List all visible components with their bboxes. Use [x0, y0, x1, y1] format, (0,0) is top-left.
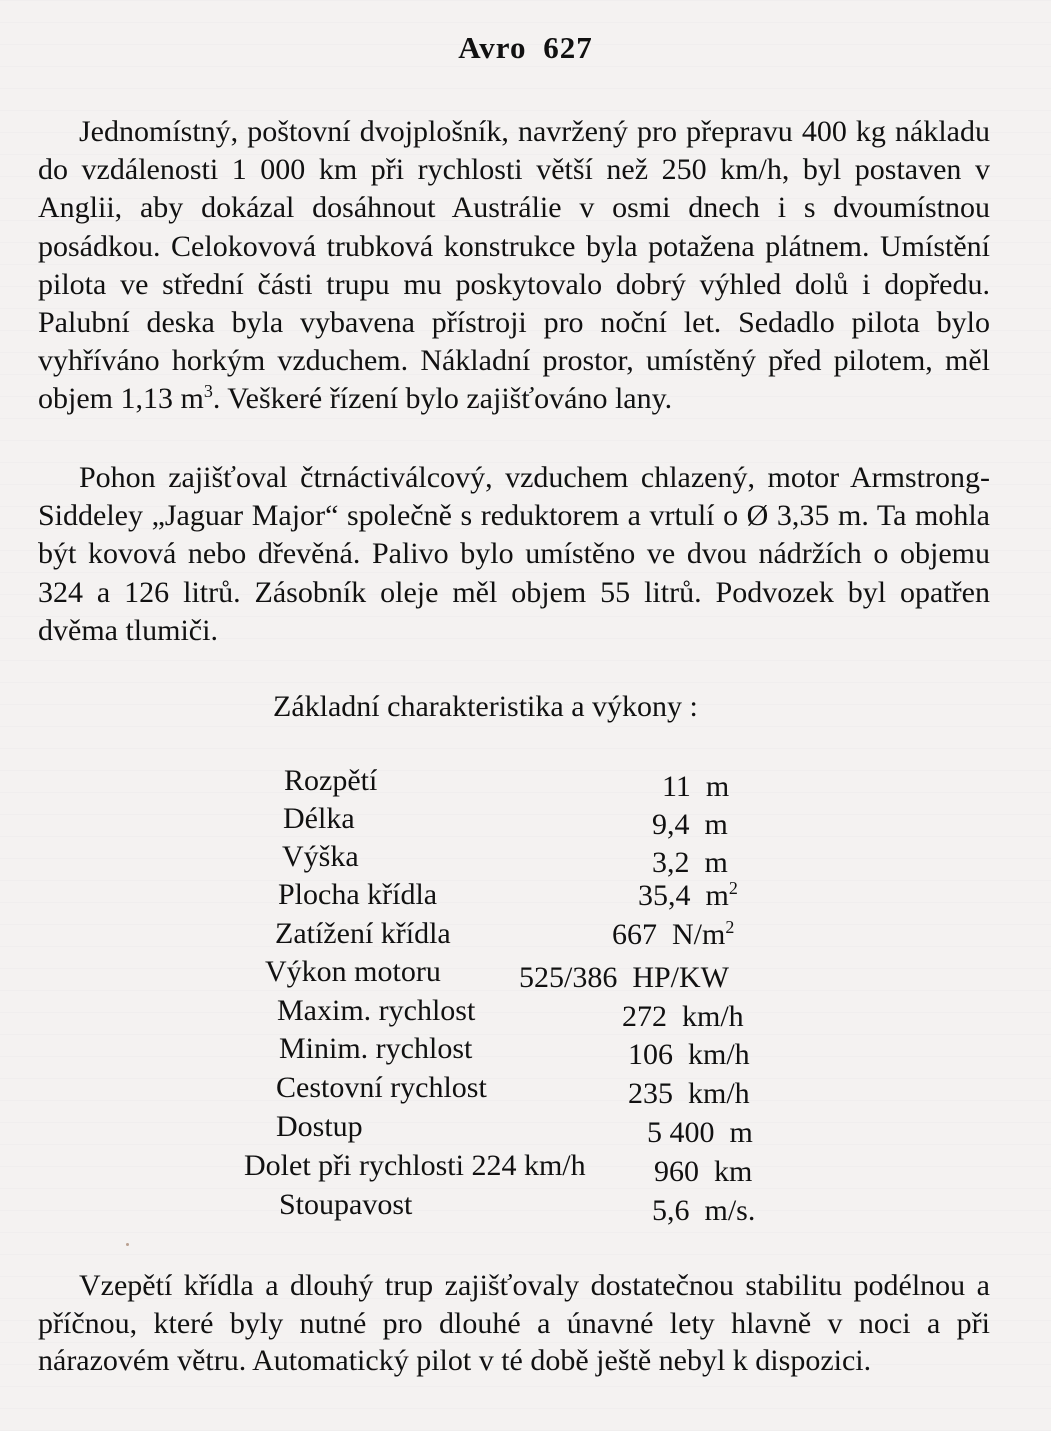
- spec-row: [0, 840, 1051, 878]
- spec-value: 35,4 $m^2$: [638, 878, 738, 912]
- spec-label: Zatížení křídla: [275, 917, 451, 950]
- spec-value: 5,6 m/s.: [652, 1194, 756, 1227]
- spec-label: Výkon motoru: [265, 955, 441, 988]
- spec-row: [0, 764, 1051, 802]
- spec-value: 525/386 HP/KW: [519, 961, 729, 994]
- document-title: Avro 627: [458, 30, 593, 65]
- paragraph-description-text: Jednomístný, poštovní dvojplošník, navržený pro přepravu 400 kg nákladu do vzdálenosti 1 000 km při rychlosti větší než 250 km/h, byl postaven v Anglii, aby dokázal dosáhnout Austrálie v osmi dnech i s dvoumístnou posádkou. Celokovová trubková konstrukce byla potažena plátnem. Umístění pilota ve střední části trupu mu poskytovalo dobrý výhled dolů i dopředu. Palubní deska byla vybavena přístroji pro noční let. Sedadlo pilota bylo vyhříváno horkým vzduchem. Nákladní prostor, umístěný před pilotem, měl: [38, 115, 990, 378]
- spec-value: 667 $N/m^2$: [612, 917, 735, 951]
- paragraph-propulsion: Pohon zajišťoval čtrnáctiválcový, vzduchem chlazený, motor Armstrong-Siddeley „Jaguar Major“ společně s reduktorem a vrtulí o Ø 3,35 m. Ta mohla být kovová nebo dřevěná. Palivo bylo umístěno ve dvou nádržích o objemu 324 a 126 litrů. Zásobník oleje měl objem 55 litrů. Podvozek byl opatřen dvěma tlumiči.: [38, 461, 990, 647]
- spec-label: Minim. rychlost: [279, 1032, 473, 1065]
- spec-label: Cestovní rychlost: [276, 1071, 487, 1104]
- spec-value: 106 km/h: [628, 1038, 750, 1071]
- spec-value: 11 m: [662, 770, 730, 803]
- spec-label: Délka: [283, 802, 355, 835]
- spec-value: 3,2 m: [652, 846, 728, 879]
- spec-row: [0, 1110, 1051, 1148]
- spec-row: [0, 878, 1051, 916]
- spec-value: 9,4 m: [652, 808, 728, 841]
- spec-row: [0, 917, 1051, 955]
- spec-value: 272 km/h: [622, 1000, 744, 1033]
- spec-row: [0, 1032, 1051, 1070]
- spec-row: [0, 1188, 1051, 1226]
- spec-label: Maxim. rychlost: [277, 994, 476, 1027]
- scan-speck: [126, 1243, 129, 1246]
- spec-label: Plocha křídla: [278, 878, 438, 911]
- characteristics-heading: Základní charakteristika a výkony :: [273, 690, 698, 723]
- paragraph-description: [38, 113, 990, 419]
- spec-row: [0, 802, 1051, 840]
- spec-label: Stoupavost: [279, 1188, 413, 1221]
- spec-value: 5 400 m: [647, 1116, 753, 1149]
- paragraph-stability: Vzepětí křídla a dlouhý trup zajišťovaly dostatečnou stabilitu podélnou a příčnou, které byly nutné pro dlouhé a únavné lety hlavně v noci a při nárazovém větru. Automatický pilot v té době ještě nebyl k dispozici.: [38, 1269, 990, 1377]
- spec-label: Výška: [282, 840, 359, 873]
- spec-value: 960 km: [654, 1155, 753, 1188]
- spec-row: [0, 1149, 1051, 1187]
- spec-label: Dolet při rychlosti 224 km/h: [244, 1149, 586, 1182]
- spec-value: 235 km/h: [628, 1077, 750, 1110]
- spec-row: [0, 994, 1051, 1032]
- spec-row: [0, 1071, 1051, 1109]
- paragraph-description-volume: objem 1,13 $m^3$. Veškeré řízení bylo zajišťováno lany.: [38, 381, 673, 416]
- spec-row: [0, 955, 1051, 993]
- spec-label: Rozpětí: [284, 764, 378, 797]
- spec-label: Dostup: [276, 1110, 363, 1143]
